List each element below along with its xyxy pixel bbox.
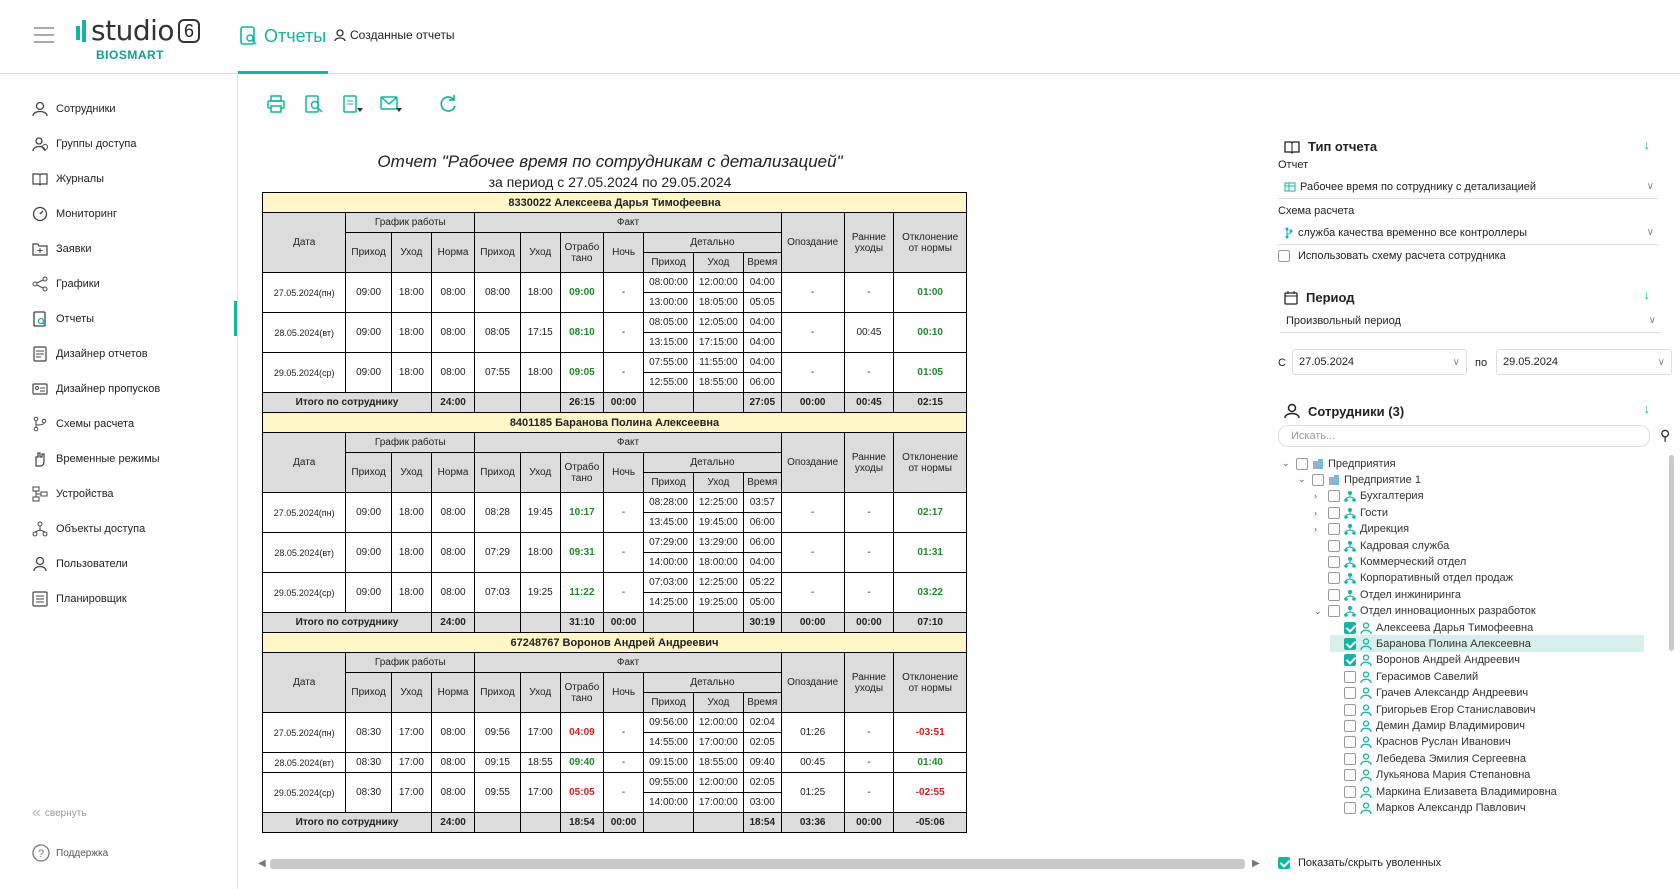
email-icon[interactable] [380, 94, 402, 116]
total-row: Итого по сотруднику 24:00 18:54 00:00 18:54 03:36 00:00 -05:06 [263, 813, 967, 833]
sidebar-item-6[interactable] [0, 301, 237, 336]
tree-checkbox[interactable] [1344, 720, 1356, 732]
employees-header: Сотрудники (3) [1284, 403, 1404, 419]
collapse-arrow-icon[interactable]: ↓ [1643, 401, 1650, 416]
table-row: 27.05.2024(пн) 08:30 17:00 08:00 09:56 17:00 04:09 - 09:56:00 12:00:00 02:04 01:26 - -03:51 [263, 713, 967, 733]
refresh-icon[interactable] [438, 94, 460, 116]
person-icon [1360, 736, 1372, 748]
sidebar-item-label: Отчеты [56, 312, 95, 325]
sidebar-item-9[interactable] [0, 406, 237, 441]
person-icon [1360, 671, 1372, 683]
tree-checkbox[interactable] [1328, 523, 1340, 535]
person-icon [1360, 720, 1372, 732]
department-icon [1344, 556, 1356, 568]
tree-node[interactable] [1314, 537, 1644, 554]
list-icon [32, 591, 48, 607]
tree-node-label: Корпоративный отдел продаж [1360, 572, 1513, 585]
person-icon [1360, 654, 1372, 666]
top-bar [0, 0, 1680, 74]
help-icon [32, 844, 50, 862]
scroll-right-icon[interactable]: ▶ [1252, 858, 1260, 869]
building-icon [1328, 474, 1340, 486]
book-icon [32, 171, 48, 187]
person-icon [1360, 704, 1372, 716]
person-icon [1360, 802, 1372, 814]
tab-created-reports[interactable]: Созданные отчеты [334, 28, 455, 42]
chevron-down-icon: ∨ [1646, 181, 1654, 192]
user-icon [334, 29, 346, 41]
tree-checkbox[interactable] [1344, 736, 1356, 748]
date-to-input[interactable]: 29.05.2024 ∨ [1496, 349, 1672, 375]
chevron-down-icon: ∨ [1657, 356, 1665, 368]
tree-node[interactable] [1298, 471, 1644, 488]
tree-node[interactable] [1314, 603, 1644, 620]
department-icon [1344, 540, 1356, 552]
tree-checkbox[interactable] [1344, 622, 1356, 634]
tree-checkbox[interactable] [1344, 704, 1356, 716]
tree-checkbox[interactable] [1344, 786, 1356, 798]
tree-node-label: Коммерческий отдел [1360, 555, 1467, 568]
gauge-icon [32, 206, 48, 222]
tree-checkbox[interactable] [1328, 589, 1340, 601]
sidebar-item-3[interactable] [0, 196, 237, 231]
tree-node[interactable] [1330, 734, 1644, 751]
menu-icon[interactable] [34, 27, 54, 43]
chevron-down-icon: ∨ [1452, 356, 1460, 368]
period-header: Период [1284, 290, 1355, 305]
sidebar [0, 74, 238, 889]
tree-checkbox[interactable] [1344, 671, 1356, 683]
tree-node[interactable] [1330, 701, 1644, 718]
table-subrow: 13:15:00 17:15:00 04:00 [263, 333, 967, 353]
tree-node[interactable] [1330, 767, 1644, 784]
hand-icon [32, 451, 48, 467]
employee-search-input[interactable]: Искать... [1278, 425, 1650, 447]
expand-arrow-icon[interactable]: › [1314, 491, 1317, 502]
export-icon[interactable] [342, 94, 364, 116]
report-label: Отчет [1278, 159, 1309, 171]
collapse-sidebar-button[interactable]: « свернуть [32, 804, 87, 821]
sidebar-item-label: Объекты доступа [56, 522, 146, 535]
tree-checkbox[interactable] [1328, 572, 1340, 584]
horizontal-scrollbar[interactable] [270, 859, 1245, 869]
table-row: 28.05.2024(вт) 09:00 18:00 08:00 08:05 17:15 08:10 - 08:05:00 12:05:00 04:00 - 00:45 00:10 [263, 313, 967, 333]
table-row: 27.05.2024(пн) 09:00 18:00 08:00 08:28 19:45 10:17 - 08:28:00 12:25:00 03:57 - - 02:17 [263, 493, 967, 513]
building-icon [1312, 458, 1324, 470]
network-icon [32, 486, 48, 502]
tab-reports[interactable] [238, 22, 328, 74]
tree-node[interactable] [1314, 521, 1644, 538]
table-subrow: 14:25:00 19:25:00 05:00 [263, 593, 967, 613]
user-group-icon [32, 136, 48, 152]
sidebar-item-label: Сотрудники [56, 102, 116, 115]
report-icon [32, 311, 48, 327]
tree-node[interactable] [1330, 799, 1644, 816]
employee-header-row: 67248767 Воронов Андрей Андреевич [263, 633, 967, 653]
tree-node[interactable] [1330, 750, 1644, 767]
report-title: Отчет "Рабочее время по сотрудникам с детализацией" [377, 152, 843, 171]
chevron-down-icon: ∨ [1646, 227, 1654, 238]
tree-checkbox[interactable] [1344, 638, 1356, 650]
sidebar-item-11[interactable] [0, 476, 237, 511]
person-icon [1360, 786, 1372, 798]
tree-checkbox[interactable] [1312, 474, 1324, 486]
tree-checkbox[interactable] [1328, 540, 1340, 552]
show-fired-checkbox[interactable] [1278, 857, 1441, 869]
expand-arrow-icon[interactable]: › [1314, 507, 1317, 518]
sidebar-item-7[interactable] [0, 336, 237, 371]
department-icon [1344, 490, 1356, 502]
date-from-input[interactable]: 27.05.2024 ∨ [1292, 349, 1467, 375]
tree-checkbox[interactable] [1328, 507, 1340, 519]
department-icon [1344, 572, 1356, 584]
collapse-arrow-icon[interactable]: ↓ [1643, 137, 1650, 152]
tree-checkbox[interactable] [1328, 490, 1340, 502]
table-subrow: 12:55:00 18:55:00 06:00 [263, 373, 967, 393]
sidebar-item-4[interactable] [0, 231, 237, 266]
tree-checkbox[interactable] [1344, 802, 1356, 814]
report-type-header: Тип отчета [1284, 139, 1377, 154]
table-subrow: 14:55:00 17:00:00 02:05 [263, 733, 967, 753]
tree-node[interactable] [1330, 652, 1644, 669]
table-row: 28.05.2024(вт) 08:30 17:00 08:00 09:15 18:55 09:40 - 09:15:00 18:55:00 09:40 00:45 - 01:40 [263, 753, 967, 773]
person-icon [1360, 622, 1372, 634]
table-row: 29.05.2024(ср) 09:00 18:00 08:00 07:55 18:00 09:05 - 07:55:00 11:55:00 04:00 - - 01:05 [263, 353, 967, 373]
tree-node[interactable] [1330, 668, 1644, 685]
total-row: Итого по сотруднику 24:00 31:10 00:00 30:19 00:00 00:00 07:10 [263, 613, 967, 633]
expand-arrow-icon[interactable]: › [1314, 524, 1317, 535]
book-icon [1284, 140, 1300, 154]
table-subrow: 14:00:00 18:00:00 04:00 [263, 553, 967, 573]
tree-node-label: Алексеева Дарья Тимофеевна [1376, 621, 1534, 634]
to-label: по [1475, 357, 1488, 369]
tree-checkbox[interactable] [1296, 458, 1308, 470]
tree-node-label: Грачев Александр Андреевич [1376, 687, 1529, 700]
department-icon [1344, 523, 1356, 535]
user-icon [32, 101, 48, 117]
sidebar-item-13[interactable] [0, 546, 237, 581]
tree-node[interactable] [1330, 619, 1644, 636]
sidebar-item-label: Группы доступа [56, 137, 137, 150]
table-icon [1284, 182, 1296, 192]
sidebar-item-label: Графики [56, 277, 100, 290]
tab-reports-label: Отчеты [264, 26, 327, 46]
person-icon [1360, 769, 1372, 781]
tree-node-label: Гости [1360, 506, 1389, 519]
tree-node[interactable] [1330, 685, 1644, 702]
tree-node[interactable] [1314, 488, 1644, 505]
sidebar-item-0[interactable] [0, 91, 237, 126]
table-row: 27.05.2024(пн) 09:00 18:00 08:00 08:00 18:00 09:00 - 08:00:00 12:00:00 04:00 - - 01:00 [263, 273, 967, 293]
tree-checkbox[interactable] [1328, 556, 1340, 568]
total-row: Итого по сотруднику 24:00 26:15 00:00 27:05 00:00 00:45 02:15 [263, 393, 967, 413]
double-chevron-left-icon: « [32, 804, 41, 821]
tree-node-label: Герасимов Савелий [1376, 670, 1479, 683]
tree-checkbox[interactable] [1328, 605, 1340, 617]
sidebar-item-10[interactable] [0, 441, 237, 476]
report-subtitle: за период с 27.05.2024 по 29.05.2024 [488, 174, 732, 190]
table-header-row: Дата График работы Факт Опоздание Ранние уходы Отклонение от нормы [263, 653, 967, 673]
tree-node[interactable] [1314, 586, 1644, 603]
tree-node-label: Воронов Андрей Андреевич [1376, 654, 1520, 667]
table-row: 29.05.2024(ср) 08:30 17:00 08:00 09:55 17:00 05:05 - 09:55:00 12:00:00 02:05 01:25 - -02:55 [263, 773, 967, 793]
search-icon[interactable]: ⚲ [1660, 427, 1671, 443]
table-subrow: 13:00:00 18:05:00 05:05 [263, 293, 967, 313]
person-icon [1360, 753, 1372, 765]
tree-checkbox[interactable] [1344, 687, 1356, 699]
share-icon [32, 276, 48, 292]
folder-plus-icon [32, 241, 48, 257]
department-icon [1344, 589, 1356, 601]
tree-node-label: Демин Дамир Владимирович [1376, 719, 1525, 732]
tree-node-label: Предприятия [1328, 457, 1396, 470]
sidebar-item-5[interactable] [0, 266, 237, 301]
user-icon [1284, 403, 1300, 419]
print-icon[interactable] [266, 94, 288, 116]
doc-design-icon [32, 346, 48, 362]
from-label: С [1278, 357, 1286, 369]
tree-checkbox[interactable] [1344, 654, 1356, 666]
tree-node-label: Бухгалтерия [1360, 490, 1424, 503]
report-settings-panel [1268, 137, 1680, 889]
sidebar-item-8[interactable] [0, 371, 237, 406]
tree-scrollbar[interactable] [1669, 455, 1674, 651]
table-row: 28.05.2024(вт) 09:00 18:00 08:00 07:29 18:00 09:31 - 07:29:00 13:29:00 06:00 - - 01:31 [263, 533, 967, 553]
tree-node[interactable] [1314, 504, 1644, 521]
scroll-left-icon[interactable]: ◀ [258, 858, 266, 869]
employee-tree [1278, 455, 1670, 845]
tree-node-label: Марков Александр Павлович [1376, 801, 1526, 814]
table-header-row: Дата График работы Факт Опоздание Ранние уходы Отклонение от нормы [263, 213, 967, 233]
tree-node-label: Григорьев Егор Станиславович [1376, 703, 1536, 716]
sidebar-item-label: Пользователи [56, 557, 128, 570]
sidebar-item-label: Планировщик [56, 592, 127, 605]
report-table: 8330022 Алексеева Дарья Тимофеевна Дата График работы Факт Опоздание Ранние уходы Отклонение от нормы Приход Уход Норма Приход Уход Отрабо тано Ночь Детально Приход Уход Время 27.05.2024(пн) 09:00 18:00 08:00 08:00 18:00 09:00 - 08:00:00 12:00:00 04:00 - - 01:00 13:00:00 18:05:00 05:05 28.05.2024(вт) 09:00 18:00 08:00 08:05 17:15 08:10 - 08:05:00 12:05:00 04:00 - 00:45 00:10 13:15:00 17:15:00 04:00 29.05.2024(ср) 09:00 18:00 08:00 07:55 18:00 09:05 - 07:55:00 11:55:00 04:00 - - 01:05 12:55:00 18:55:00 06:00 Итого по сотруднику 24:00 26:15 00:00 27:05 00:00 00:45 02:15 8401185 Баранова Полина Алексеевна Дата График работы Факт Опоздание Ранние уходы Отклонение от нормы Приход Уход Норма Приход Уход Отрабо тано Ночь Детально Приход Уход Время 27.05.2024(пн) 09:00 18:00 08:00 08:28 19:45 10:17 - 08:28:00 12:25:00 03:57 - - 02:17 13:45:00 19:45:00 06:00 28.05.2024(вт) 09:00 18:00 08:00 07:29 18:00 09:31 - 07:29:00 13:29:00 06:00 - - 01:31 14:00:00 18:00:00 04:00 29.05.2024(ср) 09:00 18:00 08:00 07:03 19:25 11:22 - 07:03:00 12:25:00 05:22 - - 03:22 14:25:00 19:25:00 05:00 Итого по сотруднику 24:00 31:10 00:00 30:19 00:00 00:00 07:10 67248767 Воронов Андрей Андреевич Дата График работы Факт Опоздание Ранние уходы Отклонение от нормы Приход Уход Норма Приход Уход Отрабо тано Ночь Детально Приход Уход Время 27.05.2024(пн) 08:30 17:00 08:00 09:56 17:00 04:09 - 09:56:00 12:00:00 02:04 01:26 - -03:51 14:55:00 17:00:00 02:05 28.05.2024(вт) 08:30 17:00 08:00 09:15 18:55 09:40 - 09:15:00 18:55:00 09:40 00:45 - 01:40 29.05.2024(ср) 08:30 17:00 08:00 09:55 17:00 05:05 - 09:55:00 12:00:00 02:05 01:25 - -02:55 14:00:00 17:00:00 03:00 Итого по сотруднику 24:00 18:54 00:00 18:54 03:36 00:00 -05:06 [262, 192, 967, 833]
tree-node-label: Дирекция [1360, 523, 1410, 536]
branch-icon [32, 416, 48, 432]
tree-node[interactable] [1314, 553, 1644, 570]
employee-header-row: 8330022 Алексеева Дарья Тимофеевна [263, 193, 967, 213]
department-icon [1344, 605, 1356, 617]
svg-text:?: ? [37, 848, 45, 860]
tree-checkbox[interactable] [1344, 753, 1356, 765]
tree-checkbox[interactable] [1344, 769, 1356, 781]
tree-node-label: Маркина Елизавета Владимировна [1376, 785, 1557, 798]
tree-node-label: Отдел инновационных разработок [1360, 605, 1536, 618]
sidebar-item-14[interactable] [0, 581, 237, 616]
use-scheme-checkbox[interactable] [1278, 250, 1506, 262]
tree-node[interactable] [1314, 570, 1644, 587]
tree-node-label: Лукьянова Мария Степановна [1376, 769, 1531, 782]
chevron-down-icon: ∨ [1648, 315, 1656, 326]
show-fired-label: Показать/скрыть уволенных [1298, 857, 1442, 869]
collapse-arrow-icon[interactable]: ↓ [1643, 287, 1650, 302]
sidebar-item-label: Схемы расчета [56, 417, 135, 430]
calendar-icon [1284, 291, 1298, 305]
sidebar-item-2[interactable] [0, 161, 237, 196]
sidebar-item-12[interactable] [0, 511, 237, 546]
sidebar-item-label: Дизайнер пропусков [56, 382, 161, 395]
sidebar-item-label: Дизайнер отчетов [56, 347, 148, 360]
sidebar-item-label: Заявки [56, 242, 92, 255]
sidebar-item-label: Устройства [56, 487, 114, 500]
sidebar-item-label: Временные режимы [56, 452, 160, 465]
tree-node-label: Краснов Руслан Иванович [1376, 736, 1511, 749]
expand-arrow-icon[interactable]: ⌄ [1314, 605, 1322, 616]
tree-node[interactable] [1330, 783, 1644, 800]
tree-node-label: Кадровая служба [1360, 539, 1450, 552]
report-type-select[interactable]: Рабочее время по сотруднику с детализацией ∨ [1278, 175, 1658, 199]
use-scheme-label: Использовать схему расчета сотрудника [1298, 250, 1506, 262]
table-subrow: 14:00:00 17:00:00 03:00 [263, 793, 967, 813]
tree-node-label: Отдел инжиниринга [1360, 588, 1462, 601]
sidebar-item-label: Мониторинг [56, 207, 118, 220]
scheme-label: Схема расчета [1278, 205, 1355, 217]
report-icon [240, 26, 258, 46]
person-icon [1360, 638, 1372, 650]
expand-arrow-icon[interactable]: ⌄ [1298, 474, 1306, 485]
report-view [240, 137, 1268, 865]
tree-node[interactable] [1330, 717, 1644, 734]
sidebar-item-label: Журналы [56, 172, 105, 185]
nodes-icon [32, 521, 48, 537]
user-outline-icon [32, 556, 48, 572]
table-header-row: Дата График работы Факт Опоздание Ранние уходы Отклонение от нормы [263, 433, 967, 453]
tree-node[interactable] [1282, 455, 1644, 472]
table-subrow: 13:45:00 19:45:00 06:00 [263, 513, 967, 533]
tree-node-label: Баранова Полина Алексеевна [1376, 637, 1531, 650]
table-row: 29.05.2024(ср) 09:00 18:00 08:00 07:03 19:25 11:22 - 07:03:00 12:25:00 05:22 - - 03:22 [263, 573, 967, 593]
department-icon [1344, 507, 1356, 519]
tree-node[interactable] [1330, 635, 1644, 652]
employee-header-row: 8401185 Баранова Полина Алексеевна [263, 413, 967, 433]
branch-icon [1284, 227, 1294, 239]
scheme-select[interactable]: служба качества временно все контроллеры ∨ [1278, 221, 1658, 245]
expand-arrow-icon[interactable]: ⌄ [1282, 458, 1290, 468]
support-link[interactable]: ? Поддержка [32, 844, 108, 862]
person-icon [1360, 687, 1372, 699]
id-card-icon [32, 381, 48, 397]
tree-node-label: Предприятие 1 [1344, 473, 1421, 486]
logo: studio 6 BIOSMART [76, 14, 200, 47]
sidebar-item-1[interactable] [0, 126, 237, 161]
period-select[interactable]: Произвольный период ∨ [1280, 309, 1660, 333]
preview-icon[interactable] [304, 94, 326, 116]
tree-node-label: Лебедева Эмилия Сергеевна [1376, 752, 1526, 765]
